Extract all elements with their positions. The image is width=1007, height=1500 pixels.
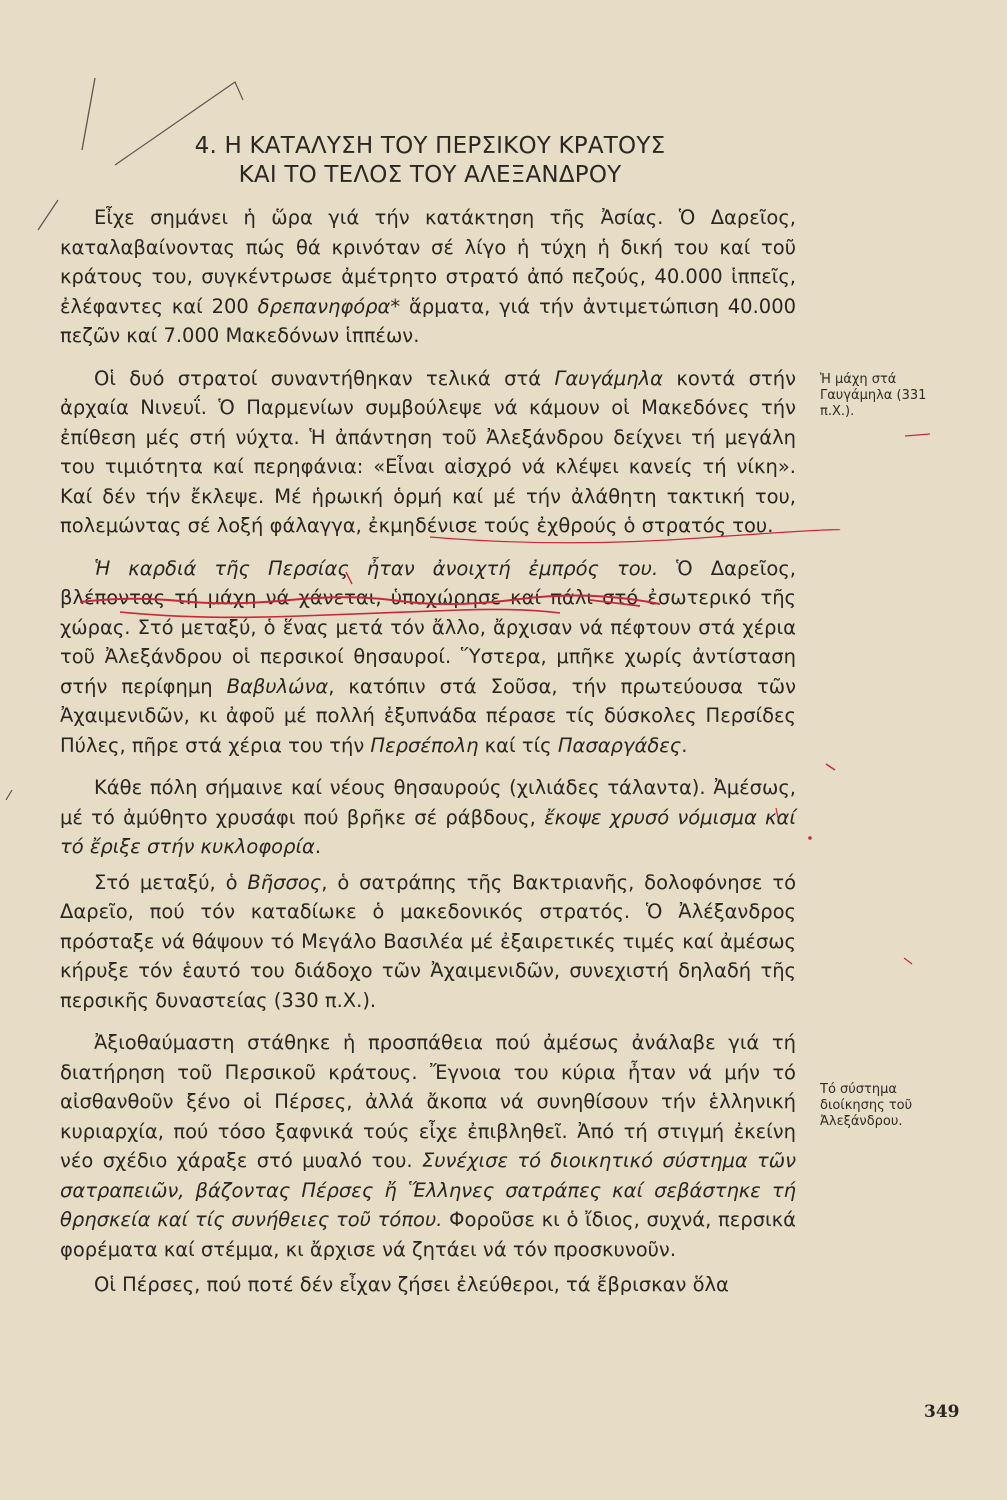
text-run: καί τίς (478, 733, 558, 757)
text-run: . (681, 733, 688, 757)
text-run: ἅρματα, γιά τήν ἀντιμετώπιση 40.000 πεζῶν καί 7.000 Μακεδόνων ἱππέων. (60, 294, 797, 347)
text-run: Εἶχε σημάνει ἡ ὥρα γιά τήν κατάκτηση τῆς Ἀσίας. Ὁ Δαρεῖος, καταλαβαίνοντας πώς θά κρινόταν σέ λίγο ἡ τύχη ἡ δική του καί τοῦ κράτους του, συγκέντρωσε ἀμέτρητο στρατό ἀπό πεζούς, 40.000 ἱππεῖς, ἐλέφαντες καί 200 (60, 206, 796, 318)
heading-line-2: ΚΑΙ ΤΟ ΤΕΛΟΣ ΤΟΥ ΑΛΕΞΑΝΔΡΟΥ (238, 162, 622, 188)
paragraph-3 (60, 554, 796, 761)
margin-note-gaugamela: Ἡ μάχη στά Γαυγάμηλα (331 π.Χ.). (820, 372, 927, 419)
italic-term: Βαβυλώνα (226, 674, 329, 698)
paragraph-4 (60, 773, 796, 862)
pencil-stroke (38, 200, 58, 230)
paragraph-6 (60, 1028, 796, 1264)
italic-term: δρεπανηφόρα* (257, 294, 401, 318)
red-dot (808, 836, 812, 840)
text-run: Κάθε πόλη σήμαινε καί νέους θησαυρούς (χιλιάδες τάλαντα). Ἀμέσως, μέ τό ἀμύθητο χρυσάφι πού βρῆκε σέ ράβδους, (60, 776, 796, 829)
red-tick (905, 434, 930, 436)
italic-sentence: Ἡ καρδιά τῆς Περσίας ἦταν ἀνοιχτή ἐμπρός του. (94, 556, 659, 580)
text-run: Ἀξιοθαύμαστη στάθηκε ἡ προσπάθεια πού ἀμέσως ἀνάλαβε γιά τή διατήρηση τοῦ Περσικοῦ κράτους. Ἔγνοια του κύρια ἦταν νά μήν τό αἰσθανθοῦν ξένο οἱ Πέρσες, ἀλλά ἄκοπα νά συνηθίσουν τήν ἑλληνική κυριαρχία, πού τόσο ξαφνικά τούς εἶχε ἐπιβληθεῖ. Ἀπό τή στιγμή ἐκείνη νέο σχέδιο χάραξε στό μυαλό του. (60, 1031, 796, 1172)
chapter-heading (150, 132, 710, 190)
italic-sentence: Συνέχισε τό διοικητικό σύστημα τῶν σατραπειῶν, βάζοντας Πέρσες ἤ Ἕλληνες σατράπες καί σεβάστηκε τή θρησκεία καί τίς συνήθειες τοῦ τόπου. (60, 1149, 796, 1231)
body-text (60, 203, 796, 1313)
page-number: 349 (924, 1402, 960, 1422)
text-run: Φοροῦσε κι ὁ ἴδιος, συχνά, περσικά φορέματα καί στέμμα, κι ἄρχισε νά ζητάει νά τόν προσκυνοῦν. (60, 1208, 796, 1261)
paragraph-1 (60, 203, 796, 351)
paragraph-2 (60, 364, 796, 541)
red-tick (904, 958, 912, 964)
heading-line-1: 4. Η ΚΑΤΑΛΥΣΗ ΤΟΥ ΠΕΡΣΙΚΟΥ ΚΡΑΤΟΥΣ (194, 133, 666, 159)
text-run: Οἱ Πέρσες, πού ποτέ δέν εἶχαν ζήσει ἐλεύθεροι, τά ἔβρισκαν ὅλα (94, 1273, 729, 1296)
italic-term: Γαυγάμηλα (554, 366, 664, 390)
pencil-stroke (6, 790, 12, 800)
pencil-stroke (82, 78, 95, 150)
text-run: κοντά στήν ἀρχαία Νινευΐ. Ὁ Παρμενίων συμβούλεψε νά κάμουν οἱ Μακεδόνες τήν ἐπίθεση μές στή νύχτα. Ἡ ἀπάντηση τοῦ Ἀλεξάνδρου δείχνει τή μεγάλη του τιμιότητα καί περηφάνια: «Εἶναι αἰσχρό νά κλέψει κανείς τή νίκη». Καί δέν τήν ἔκλεψε. Μέ ἡρωική ὁρμή καί μέ τήν ἀλάθητη τακτική του, πολεμώντας σέ λοξή φάλαγγα, ἐκμηδένισε τούς ἐχθρούς ὁ στρατός του. (60, 366, 796, 537)
italic-term: Περσέπολη (370, 733, 479, 757)
red-tick (826, 764, 835, 770)
italic-sentence: ἔκοψε χρυσό νόμισμα καί τό ἔριξε στήν κυκλοφορία (60, 805, 796, 858)
text-run: Στό μεταξύ, ὁ (94, 870, 248, 894)
text-run: , κατόπιν στά Σοῦσα, τήν πρωτεύουσα τῶν Ἀχαιμενιδῶν, κι ἀφοῦ μέ πολλή ἐξυπνάδα πέρασε τίς δύσκολες Περσίδες Πύλες, πῆρε στά χέρια του τήν (60, 674, 796, 757)
text-run: , ὁ σατράπης τῆς Βακτριανῆς, δολοφόνησε τό Δαρεῖο, πού τόν καταδίωκε ὁ μακεδονικός στρατός. Ὁ Ἀλέξανδρος πρόσταξε νά θάψουν τό Μεγάλο Βασιλέα μέ ἐξαιρετικές τιμές καί ἀμέσως κήρυξε τόν ἑαυτό του διάδοχο τῶν Ἀχαιμενιδῶν, συνεχιστή δηλαδή τῆς περσικῆς δυναστείας (330 π.Χ.). (60, 870, 796, 1012)
italic-term: Πασαργάδες (557, 733, 682, 757)
text-run: Ὁ Δαρεῖος, βλέποντας τή μάχη νά χάνεται, ὑποχώρησε καί πάλι στό ἐσωτερικό τῆς χώρας. Στό μεταξύ, ὁ ἕνας μετά τόν ἄλλο, ἄρχισαν νά πέφτουν στά χέρια τοῦ Ἀλεξάνδρου οἱ περσικοί θησαυροί. Ὕστερα, μπῆκε χωρίς ἀντίσταση στήν περίφημη (60, 556, 796, 698)
italic-term: Βῆσσος (247, 870, 322, 894)
text-run: . (314, 835, 322, 858)
paragraph-7 (60, 1270, 796, 1300)
margin-note-administration: Τό σύστημα διοίκησης τοῦ Ἀλεξάνδρου. (820, 1082, 913, 1129)
text-run: Οἱ δυό στρατοί συναντήθηκαν τελικά στά (94, 366, 555, 390)
paragraph-5 (60, 868, 796, 1016)
